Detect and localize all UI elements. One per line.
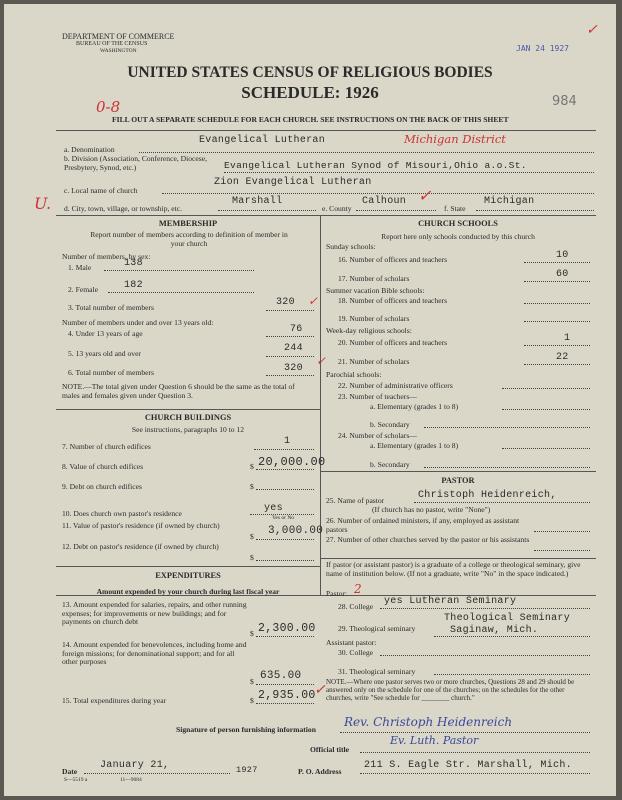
q27-label: 27. Number of other churches served by the pastor or his assistants [326, 535, 530, 544]
city-label: d. City, town, village, or township, etc. [64, 204, 183, 213]
weekday-label: Week-day religious schools: [326, 326, 412, 335]
membership-title: MEMBERSHIP [158, 219, 218, 228]
year-value: 1927 [236, 765, 258, 775]
q10-hint: Yes or No [272, 515, 295, 521]
date-label: Date [62, 767, 78, 776]
check-mark-q3: ✓ [308, 294, 319, 308]
county-label: e. County [322, 204, 352, 213]
expenditures-intro: Amount expended by your church during last fiscal year [96, 587, 280, 596]
census-schedule-sheet [4, 4, 616, 796]
received-stamp: JAN 24 1927 [516, 44, 569, 53]
q1-value: 138 [124, 258, 143, 269]
rule [524, 345, 590, 346]
rule [360, 773, 590, 774]
city-value: Marshall [232, 196, 283, 207]
rule [424, 427, 590, 428]
rule [266, 336, 314, 337]
dollar-sign: $ [250, 553, 254, 562]
membership-intro: Report number of members according to definition of member in your church [90, 230, 288, 248]
q19-label: 19. Number of scholars [338, 314, 410, 323]
q2-label: 2. Female [68, 285, 98, 294]
q8-value: 20,000.00 [258, 455, 326, 469]
q23a-label: a. Elementary (grades 1 to 8) [370, 402, 459, 411]
rule [524, 321, 590, 322]
q17-value: 60 [556, 269, 569, 280]
denomination-label: a. Denomination [64, 145, 115, 154]
q14-value: 635.00 [260, 670, 302, 682]
rule [256, 703, 314, 704]
pastor-label: Pastor: [326, 589, 348, 598]
parochial-label: Parochial schools: [326, 370, 382, 379]
age-intro-label: Number of members under and over 13 years old: [62, 318, 214, 327]
q29-value-line2: Saginaw, Mich. [450, 625, 539, 636]
local-name-label: c. Local name of church [64, 186, 138, 195]
official-title-label: Official title [310, 745, 350, 754]
q13-value: 2,300.00 [258, 622, 316, 635]
schedule-title: SCHEDULE: 1926 [241, 83, 379, 102]
divider [320, 471, 596, 472]
divider [56, 409, 320, 410]
q24b-label: b. Secondary [370, 460, 410, 469]
denomination-value: Evangelical Lutheran [199, 135, 326, 146]
q31-label: 31. Theological seminary [338, 667, 416, 676]
q13-label: 13. Amount expended for salaries, repairs, and other running expenses; for improvements or new buildings; and for payments on church debt [62, 600, 247, 627]
q10-label: 10. Does church own pastor's residence [62, 509, 182, 518]
buildings-intro: See instructions, paragraphs 10 to 12 [131, 425, 245, 434]
q21-label: 21. Number of scholars [338, 357, 410, 366]
q25-label: 25. Name of pastor [326, 496, 385, 505]
q6-value: 320 [284, 363, 303, 374]
rule [356, 210, 436, 211]
buildings-title: CHURCH BUILDINGS [144, 413, 232, 422]
check-mark-q15: ✓ [314, 682, 326, 698]
red-mark: 0-8 [96, 98, 121, 116]
q3-value: 320 [276, 297, 295, 308]
rule [254, 449, 314, 450]
dollar-sign: $ [250, 696, 254, 705]
q4-value: 76 [290, 324, 303, 335]
divider [320, 558, 596, 559]
dollar-sign: $ [250, 629, 254, 638]
bureau-label: BUREAU OF THE CENSUS [76, 41, 148, 47]
expenditures-title: EXPENDITURES [155, 571, 221, 580]
q15-label: 15. Total expenditures during year [62, 696, 167, 705]
divider [56, 215, 596, 216]
address-label: P. O. Address [298, 767, 342, 776]
rule [380, 608, 590, 609]
q29-value-line1: Theological Seminary [444, 613, 571, 624]
date-value: January 21, [100, 760, 170, 771]
q7-value: 1 [284, 436, 291, 447]
q11-label: 11. Value of pastor's residence (if owned by church) [62, 521, 220, 530]
dollar-sign: $ [250, 482, 254, 491]
rule [502, 388, 590, 389]
rule [104, 270, 254, 271]
q24-label: 24. Number of scholars— [338, 431, 417, 440]
q21-value: 22 [556, 352, 569, 363]
q25-hint: (If church has no pastor, write "None") [372, 505, 491, 514]
q24a-label: a. Elementary (grades 1 to 8) [370, 441, 459, 450]
rule [434, 636, 590, 637]
rule [424, 467, 590, 468]
rule [524, 262, 590, 263]
dollar-sign: $ [250, 532, 254, 541]
rule [434, 674, 590, 675]
form-title: UNITED STATES CENSUS OF RELIGIOUS BODIES [127, 64, 493, 81]
q11-value: 3,000.00 [268, 525, 324, 537]
q20-label: 20. Number of officers and teachers [338, 338, 448, 347]
schools-intro: Report here only schools conducted by this church [381, 232, 535, 241]
denomination-note: Michigan District [404, 132, 506, 146]
rule [524, 303, 590, 304]
rule [360, 752, 590, 753]
rule [414, 502, 590, 503]
q4-label: 4. Under 13 years of age [68, 329, 143, 338]
city-label: WASHINGTON [100, 48, 137, 54]
rule [340, 732, 590, 733]
vacation-label: Summer vacation Bible schools: [326, 286, 425, 295]
rule [266, 356, 314, 357]
q1-label: 1. Male [68, 263, 92, 272]
pastor-title: PASTOR [441, 476, 475, 485]
q23-label: 23. Number of teachers— [338, 392, 417, 401]
q5-value: 244 [284, 343, 303, 354]
rule [380, 655, 590, 656]
pastor-note: NOTE.—Where one pastor serves two or more churches, Questions 28 and 29 should be answered only on the schedule for one of the churches; on the schedules for the other churches, write "See schedule for ________ church." [326, 678, 575, 702]
q5-label: 5. 13 years old and over [68, 349, 141, 358]
q10-value: yes [264, 503, 283, 514]
q14-label: 14. Amount expended for benevolences, including home and foreign missions; for denominational support; and for all other purposes [62, 640, 247, 667]
form-number: S—5519 a [64, 777, 88, 783]
rule [224, 172, 594, 173]
q3-label: 3. Total number of members [68, 303, 155, 312]
state-value: Michigan [484, 196, 535, 207]
division-label: b. Division (Association, Conference, Diocese, Presbytery, Synod, etc.) [64, 154, 207, 172]
rule [256, 684, 314, 685]
q8-label: 8. Value of church edifices [62, 462, 144, 471]
signature-value: Rev. Christoph Heidenreich [344, 715, 513, 729]
q17-label: 17. Number of scholars [338, 274, 410, 283]
q9-label: 9. Debt on church edifices [62, 482, 142, 491]
rule [256, 636, 314, 637]
rule [534, 550, 590, 551]
q28-label: 28. College [338, 602, 374, 611]
rule [524, 364, 590, 365]
rule [266, 375, 314, 376]
schools-title: CHURCH SCHOOLS [418, 219, 498, 228]
county-value: Calhoun [362, 196, 407, 207]
q29-label: 29. Theological seminary [338, 624, 416, 633]
divider [56, 130, 596, 131]
dollar-sign: $ [250, 462, 254, 471]
q16-label: 16. Number of officers and teachers [338, 255, 448, 264]
rule [476, 210, 594, 211]
q26-label: 26. Number of ordained ministers, if any, employed as assistant pastors [326, 516, 520, 534]
margin-mark: U. [34, 194, 52, 213]
dept-label: DEPARTMENT OF COMMERCE [62, 32, 175, 41]
print-number: 11—9084 [120, 777, 142, 783]
check-mark-q6: ✓ [316, 354, 327, 368]
q2-value: 182 [124, 280, 143, 291]
rule [218, 210, 316, 211]
rule [256, 489, 314, 490]
q20-value: 1 [564, 333, 571, 344]
rule [534, 531, 590, 532]
q25-value: Christoph Heidenreich, [418, 490, 557, 501]
q7-label: 7. Number of church edifices [62, 442, 151, 451]
dollar-sign: $ [250, 677, 254, 686]
rule [502, 448, 590, 449]
by-sex-label: Number of members, by sex: [62, 252, 151, 261]
rule [256, 560, 314, 561]
divider [56, 566, 320, 567]
rule [108, 292, 254, 293]
rule [256, 539, 314, 540]
official-title-value: Ev. Luth. Pastor [390, 734, 479, 747]
q30-label: 30. College [338, 648, 374, 657]
rule [139, 152, 594, 153]
q6-label: 6. Total number of members [68, 368, 155, 377]
pastor-mark: 2 [354, 582, 362, 596]
check-mark-county: ✓ [418, 186, 432, 205]
rule [524, 281, 590, 282]
q12-label: 12. Debt on pastor's residence (if owned by church) [62, 542, 219, 551]
assistant-label: Assistant pastor: [326, 638, 377, 647]
rule [266, 310, 314, 311]
rule [162, 193, 594, 194]
rule [84, 773, 230, 774]
q22-label: 22. Number of administrative officers [338, 381, 453, 390]
schedule-number: 984 [552, 94, 577, 109]
q16-value: 10 [556, 250, 569, 261]
column-divider [320, 215, 321, 595]
rule [256, 469, 314, 470]
local-name-value: Zion Evangelical Lutheran [214, 177, 372, 188]
q23b-label: b. Secondary [370, 420, 410, 429]
q18-label: 18. Number of officers and teachers [338, 296, 448, 305]
graduate-note: If pastor (or assistant pastor) is a graduate of a college or theological seminary, give name of institution below. (If not a graduate, write "No" in the space indicated.) [326, 560, 581, 578]
q28-value: yes Lutheran Seminary [384, 596, 517, 607]
check-mark-top: ✓ [586, 22, 598, 38]
membership-note: NOTE.—The total given under Question 6 should be the same as the total of males and females given under Question 3. [62, 382, 295, 400]
address-value: 211 S. Eagle Str. Marshall, Mich. [364, 760, 572, 771]
sunday-label: Sunday schools: [326, 242, 376, 251]
rule [502, 409, 590, 410]
q15-value: 2,935.00 [258, 689, 316, 702]
division-value: Evangelical Lutheran Synod of Misouri,Ohio a.o.St. [224, 160, 527, 171]
instruction-line: FILL OUT A SEPARATE SCHEDULE FOR EACH CHURCH. SEE INSTRUCTIONS ON THE BACK OF THIS SHEET [112, 115, 509, 124]
state-label: f. State [444, 204, 466, 213]
signature-label: Signature of person furnishing information [176, 725, 316, 734]
